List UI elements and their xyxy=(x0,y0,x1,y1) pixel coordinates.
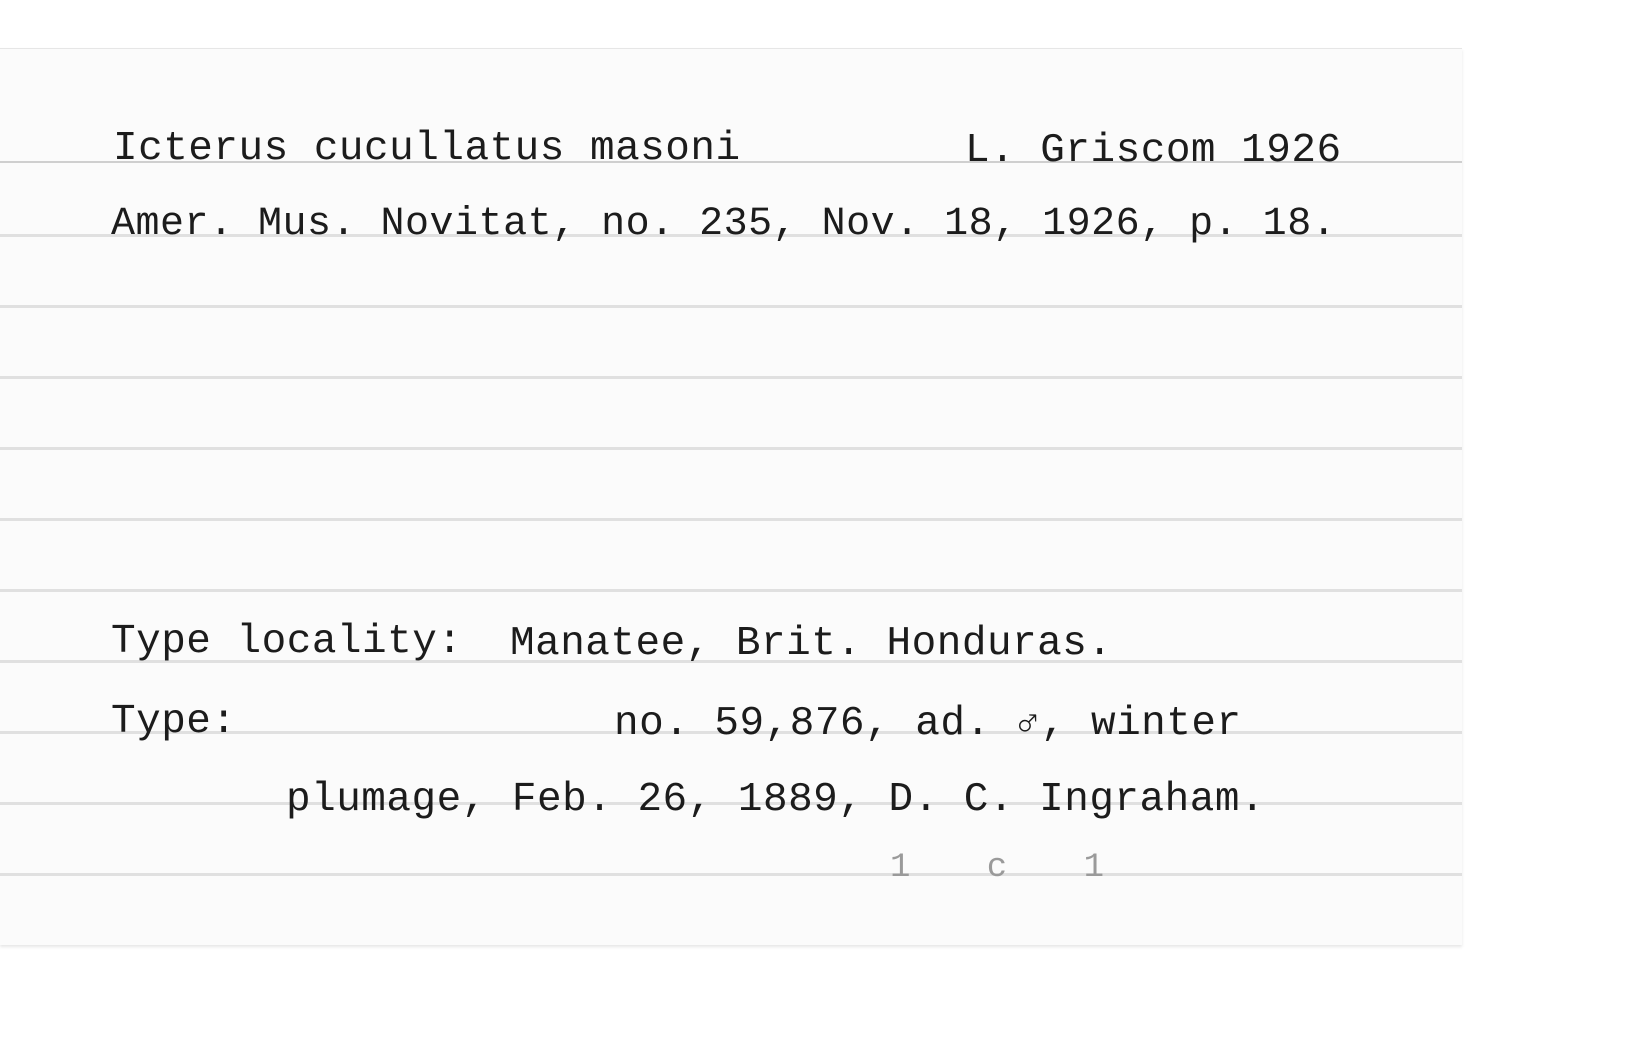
citation: Amer. Mus. Novitat, no. 235, Nov. 18, 1926, p. 18. xyxy=(111,202,1337,247)
author-year: L. Griscom 1926 xyxy=(965,128,1342,174)
type-value-line2: plumage, Feb. 26, 1889, D. C. Ingraham. xyxy=(286,777,1266,823)
card-rule xyxy=(0,376,1462,379)
card-rule xyxy=(0,873,1462,876)
card-rule xyxy=(0,305,1462,308)
bottom-marks: 1 c 1 xyxy=(890,849,1133,887)
type-value-line1: no. 59,876, ad. ♂, winter xyxy=(614,701,1242,747)
card-rule xyxy=(0,589,1462,592)
index-card xyxy=(0,48,1462,945)
card-rule xyxy=(0,447,1462,450)
card-rule xyxy=(0,518,1462,521)
taxon-name: Icterus cucullatus masoni xyxy=(113,126,741,172)
type-locality-value: Manatee, Brit. Honduras. xyxy=(510,621,1113,667)
type-locality-label: Type locality: xyxy=(111,619,463,665)
type-label: Type: xyxy=(111,699,237,745)
